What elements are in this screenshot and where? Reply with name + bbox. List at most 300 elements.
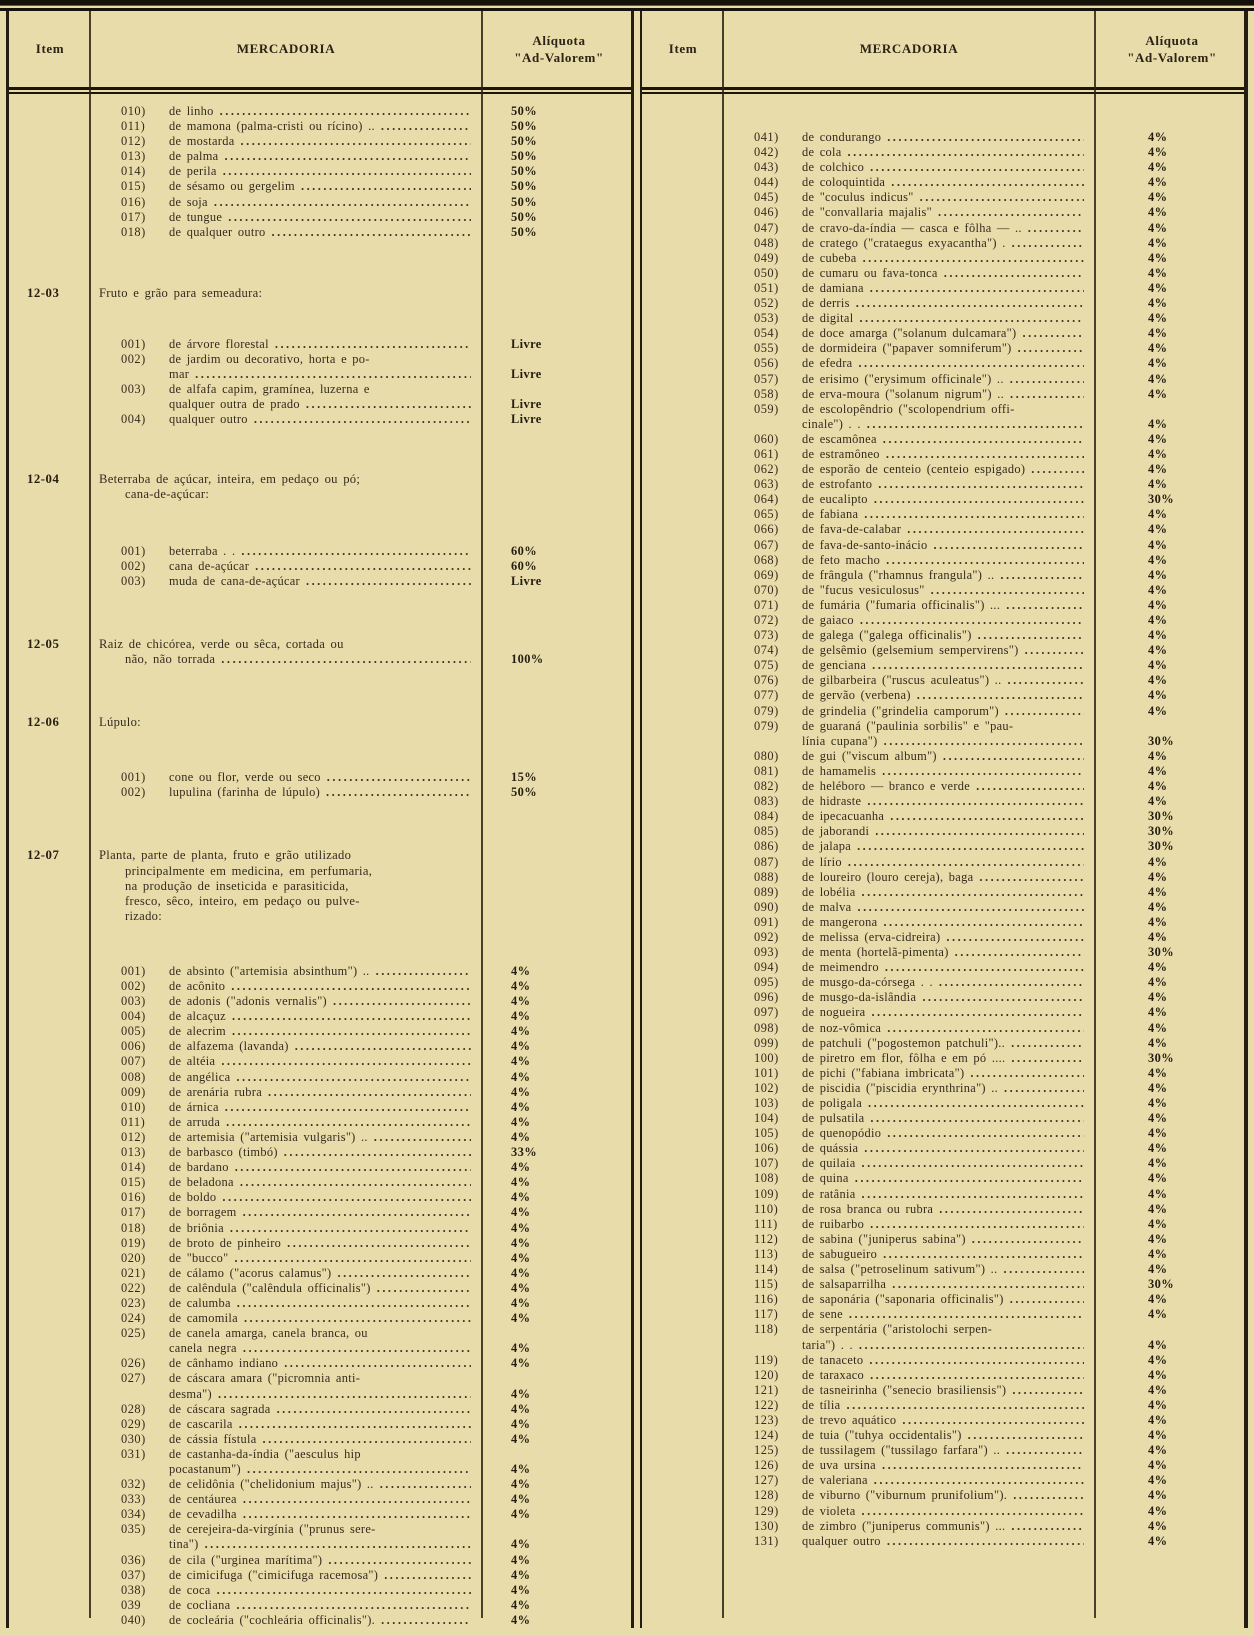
rate-value: 4% bbox=[1148, 190, 1168, 205]
merchandise-line bbox=[732, 341, 1086, 356]
merchandise-text: de jaborandi bbox=[802, 824, 870, 839]
dot-leader bbox=[970, 1066, 1084, 1081]
item-number-empty bbox=[9, 134, 91, 149]
merchandise-text: de gui ("viscum album") bbox=[802, 748, 937, 763]
merchandise-cell bbox=[724, 824, 1094, 839]
item-code: 003) bbox=[121, 573, 146, 588]
heading-text: Beterraba de açúcar, inteira, em pedaço ou pó; bbox=[99, 471, 361, 486]
item-code: 011) bbox=[121, 1114, 146, 1129]
table-row bbox=[642, 764, 1244, 779]
item-number-empty bbox=[642, 1292, 724, 1307]
merchandise-text: de serpentária ("aristolochi serpen- bbox=[802, 1322, 993, 1337]
dot-leader bbox=[862, 1187, 1085, 1202]
rate-value: 4% bbox=[1148, 1307, 1168, 1322]
item-number-empty bbox=[642, 779, 724, 794]
merchandise-text: beterraba . . bbox=[169, 543, 236, 558]
merchandise-cell bbox=[724, 432, 1094, 447]
item-number-empty bbox=[642, 930, 724, 945]
merchandise-cell bbox=[724, 779, 1094, 794]
rate-cell bbox=[1094, 1232, 1250, 1247]
rate-value: 4% bbox=[511, 1341, 531, 1356]
rate-value: 100% bbox=[511, 652, 544, 667]
item-number-empty bbox=[642, 990, 724, 1005]
rate-value: 4% bbox=[511, 1024, 531, 1039]
table-row bbox=[9, 210, 631, 225]
merchandise-cell bbox=[724, 1021, 1094, 1036]
item-number-empty bbox=[642, 538, 724, 553]
table-row bbox=[9, 770, 631, 785]
dot-leader bbox=[1018, 341, 1084, 356]
rate-value: 4% bbox=[511, 1129, 531, 1144]
item-number-empty bbox=[642, 1066, 724, 1081]
merchandise-line bbox=[732, 598, 1086, 613]
item-number-empty bbox=[642, 1322, 724, 1352]
merchandise-cell bbox=[724, 447, 1094, 462]
rate-value: 4% bbox=[1148, 899, 1168, 914]
item-code: 031) bbox=[121, 1446, 146, 1461]
table-row bbox=[642, 145, 1244, 160]
rate-value: 4% bbox=[1148, 1035, 1168, 1050]
merchandise-cell bbox=[91, 1115, 481, 1130]
item-number-empty bbox=[642, 1232, 724, 1247]
merchandise-text: de tuia ("tuhya occidentalis") bbox=[802, 1428, 962, 1443]
item-code: 117) bbox=[754, 1307, 779, 1322]
merchandise-line bbox=[732, 673, 1086, 688]
table-row bbox=[9, 1115, 631, 1130]
item-code: 096) bbox=[754, 990, 779, 1005]
merchandise-line bbox=[732, 855, 1086, 870]
rate-cell bbox=[1094, 598, 1250, 613]
dot-leader bbox=[939, 1202, 1084, 1217]
rate-cell bbox=[1094, 1126, 1250, 1141]
dot-leader bbox=[1013, 1488, 1084, 1503]
item-number-empty bbox=[9, 1221, 91, 1236]
merchandise-cell bbox=[91, 1583, 481, 1598]
merchandise-text: de cálamo ("acorus calamus") bbox=[169, 1265, 332, 1280]
rate-cell bbox=[1094, 855, 1250, 870]
dot-leader bbox=[846, 1398, 1084, 1413]
item-number-empty bbox=[642, 658, 724, 673]
merchandise-cell bbox=[724, 1141, 1094, 1156]
dot-leader bbox=[848, 855, 1084, 870]
table-row bbox=[9, 1402, 631, 1417]
merchandise-text: de estramôneo bbox=[802, 446, 880, 461]
merchandise-line bbox=[732, 1519, 1086, 1534]
item-code: 087) bbox=[754, 854, 779, 869]
item-number-empty bbox=[642, 251, 724, 266]
table-row bbox=[9, 1417, 631, 1432]
item-number-empty bbox=[642, 432, 724, 447]
merchandise-line bbox=[99, 1085, 473, 1100]
item-number-empty bbox=[642, 341, 724, 356]
rows-group bbox=[9, 104, 631, 240]
dot-leader bbox=[247, 1462, 471, 1477]
table-row bbox=[642, 945, 1244, 960]
merchandise-cell bbox=[724, 1458, 1094, 1473]
table-row bbox=[642, 975, 1244, 990]
table-row bbox=[642, 1292, 1244, 1307]
merchandise-line bbox=[732, 1458, 1086, 1473]
table-row bbox=[642, 356, 1244, 371]
table-row bbox=[642, 1066, 1244, 1081]
merchandise-line bbox=[732, 1096, 1086, 1111]
item-number-empty bbox=[9, 1024, 91, 1039]
merchandise-cell bbox=[724, 236, 1094, 251]
rate-cell bbox=[1094, 1413, 1250, 1428]
rate-cell bbox=[1094, 900, 1250, 915]
merchandise-cell bbox=[724, 1217, 1094, 1232]
merchandise-text: desma") bbox=[169, 1386, 212, 1401]
merchandise-line bbox=[99, 1296, 473, 1311]
merchandise-cell bbox=[91, 1251, 481, 1266]
rate-cell bbox=[1094, 221, 1250, 236]
merchandise-cell bbox=[91, 1054, 481, 1069]
rate-value: 4% bbox=[1148, 326, 1168, 341]
merchandise-text: de efedra bbox=[802, 356, 853, 371]
item-code: 010) bbox=[121, 1099, 146, 1114]
item-number-empty bbox=[9, 1371, 91, 1401]
table-row bbox=[9, 1160, 631, 1175]
rate-value: 4% bbox=[511, 1492, 531, 1507]
merchandise-text: de trevo aquático bbox=[802, 1412, 897, 1427]
merchandise-cell bbox=[91, 1266, 481, 1281]
table-row bbox=[642, 704, 1244, 719]
merchandise-cell bbox=[724, 1277, 1094, 1292]
table-row bbox=[9, 1175, 631, 1190]
rate-value: 4% bbox=[1148, 1292, 1168, 1307]
item-code: 079) bbox=[754, 718, 779, 733]
table-row bbox=[9, 164, 631, 179]
heading-line bbox=[99, 715, 473, 730]
rate-cell bbox=[481, 1356, 637, 1371]
rate-cell bbox=[481, 1583, 637, 1598]
merchandise-line bbox=[99, 1190, 473, 1205]
merchandise-text: de artemisia ("artemisia vulgaris") .. bbox=[169, 1129, 368, 1144]
rate-value: 4% bbox=[1148, 1156, 1168, 1171]
merchandise-cell bbox=[724, 885, 1094, 900]
dot-leader bbox=[882, 764, 1084, 779]
section-heading bbox=[91, 848, 481, 923]
merchandise-line bbox=[99, 1341, 473, 1356]
item-number-empty bbox=[642, 130, 724, 145]
merchandise-text: de centáurea bbox=[169, 1492, 237, 1507]
merchandise-text: de castanha-da-índia ("aesculus hip bbox=[169, 1446, 361, 1461]
merchandise-line bbox=[732, 1383, 1086, 1398]
dot-leader bbox=[222, 1190, 471, 1205]
rate-cell bbox=[1094, 341, 1250, 356]
rate-value: 50% bbox=[511, 149, 537, 164]
item-code: 058) bbox=[754, 386, 779, 401]
item-code: 042) bbox=[754, 145, 779, 160]
item-number-empty bbox=[642, 492, 724, 507]
table-row bbox=[9, 1311, 631, 1326]
merchandise-cell bbox=[724, 1504, 1094, 1519]
dot-leader bbox=[867, 794, 1084, 809]
merchandise-text: de coca bbox=[169, 1582, 211, 1597]
table-row bbox=[9, 1039, 631, 1054]
merchandise-cell bbox=[724, 296, 1094, 311]
table-row bbox=[9, 964, 631, 979]
dot-leader bbox=[263, 1432, 471, 1447]
merchandise-cell bbox=[91, 770, 481, 785]
item-code: 122) bbox=[754, 1397, 779, 1412]
rate-value: 30% bbox=[1148, 1277, 1174, 1292]
heading-line bbox=[99, 652, 473, 667]
dot-leader bbox=[874, 1473, 1084, 1488]
dot-leader bbox=[922, 990, 1084, 1005]
rate-value: 4% bbox=[511, 1265, 531, 1280]
item-number-empty bbox=[642, 885, 724, 900]
item-number-empty bbox=[9, 1613, 91, 1628]
rate-value: 4% bbox=[1148, 1518, 1168, 1533]
rate-value: 4% bbox=[1148, 1246, 1168, 1261]
item-code: 100) bbox=[754, 1050, 779, 1065]
table-row bbox=[642, 900, 1244, 915]
rate-value: 50% bbox=[511, 179, 537, 194]
item-code: 119) bbox=[754, 1352, 779, 1367]
table-row bbox=[9, 104, 631, 119]
item-code: 007) bbox=[121, 1054, 146, 1069]
merchandise-cell bbox=[724, 1473, 1094, 1488]
dot-leader bbox=[944, 266, 1084, 281]
item-number-empty bbox=[642, 1488, 724, 1503]
merchandise-line bbox=[732, 1171, 1086, 1186]
rate-value: 4% bbox=[1148, 1216, 1168, 1231]
merchandise-cell bbox=[724, 945, 1094, 960]
merchandise-cell bbox=[91, 1009, 481, 1024]
item-code: 009) bbox=[121, 1084, 146, 1099]
item-code: 124) bbox=[754, 1428, 779, 1443]
merchandise-text: de beladona bbox=[169, 1175, 234, 1190]
merchandise-line bbox=[99, 1507, 473, 1522]
item-code: 082) bbox=[754, 779, 779, 794]
table-row bbox=[642, 311, 1244, 326]
merchandise-cell bbox=[724, 1051, 1094, 1066]
item-number-empty bbox=[642, 553, 724, 568]
heading-text: Raiz de chicórea, verde ou sêca, cortada ou bbox=[99, 636, 344, 651]
merchandise-text: de cascarila bbox=[169, 1416, 233, 1431]
merchandise-text: de meimendro bbox=[802, 960, 879, 975]
dot-leader bbox=[195, 367, 471, 382]
item-code: 106) bbox=[754, 1141, 779, 1156]
table-row bbox=[642, 583, 1244, 598]
rate-cell bbox=[481, 1070, 637, 1085]
dot-leader bbox=[217, 1583, 471, 1598]
dot-leader bbox=[955, 945, 1084, 960]
rate-cell bbox=[481, 715, 637, 730]
rate-cell bbox=[1094, 507, 1250, 522]
table-row bbox=[9, 352, 631, 382]
rate-value: 4% bbox=[1148, 673, 1168, 688]
item-number-empty bbox=[9, 1598, 91, 1613]
item-number-empty bbox=[9, 1447, 91, 1477]
item-code: 001) bbox=[121, 963, 146, 978]
rate-cell bbox=[481, 1613, 637, 1628]
dot-leader bbox=[243, 1341, 471, 1356]
item-code: 035) bbox=[121, 1522, 146, 1537]
merchandise-text: de cola bbox=[802, 145, 842, 160]
merchandise-cell bbox=[724, 1187, 1094, 1202]
table-row bbox=[642, 960, 1244, 975]
merchandise-line bbox=[732, 507, 1086, 522]
item-code: 074) bbox=[754, 643, 779, 658]
merchandise-text: de tasneirinha ("senecio brasiliensis") bbox=[802, 1382, 1007, 1397]
table-row bbox=[642, 553, 1244, 568]
table-block bbox=[9, 848, 631, 1628]
item-code: 036) bbox=[121, 1552, 146, 1567]
table-row bbox=[642, 1096, 1244, 1111]
rate-cell bbox=[481, 848, 637, 923]
table-row bbox=[9, 225, 631, 240]
rows-group bbox=[9, 337, 631, 428]
item-number-empty bbox=[9, 1281, 91, 1296]
rate-value: 4% bbox=[1148, 1397, 1168, 1412]
dot-leader bbox=[848, 145, 1084, 160]
dot-leader bbox=[254, 412, 471, 427]
merchandise-cell bbox=[724, 462, 1094, 477]
rate-cell bbox=[1094, 1473, 1250, 1488]
dot-leader bbox=[886, 447, 1084, 462]
rate-value: 60% bbox=[511, 543, 537, 558]
rate-cell bbox=[1094, 236, 1250, 251]
merchandise-text: de loureiro (louro cereja), baga bbox=[802, 869, 974, 884]
rate-cell bbox=[1094, 1187, 1250, 1202]
dot-leader bbox=[939, 975, 1084, 990]
merchandise-cell bbox=[724, 1383, 1094, 1398]
table-row bbox=[642, 160, 1244, 175]
rate-value: 4% bbox=[1148, 567, 1168, 582]
merchandise-line bbox=[732, 538, 1086, 553]
merchandise-cell bbox=[91, 1326, 481, 1356]
item-code: 020) bbox=[121, 1250, 146, 1265]
item-code: 064) bbox=[754, 492, 779, 507]
item-code: 116) bbox=[754, 1292, 779, 1307]
dot-leader bbox=[268, 1085, 471, 1100]
rate-cell bbox=[1094, 160, 1250, 175]
rate-value: 33% bbox=[511, 1145, 537, 1160]
rate-value: 4% bbox=[1148, 477, 1168, 492]
table-row bbox=[642, 175, 1244, 190]
item-code: 017) bbox=[121, 209, 146, 224]
table-row bbox=[642, 522, 1244, 537]
item-number-empty bbox=[9, 179, 91, 194]
item-number-empty bbox=[9, 1492, 91, 1507]
table-row bbox=[9, 1281, 631, 1296]
table-row bbox=[9, 1522, 631, 1552]
item-code: 045) bbox=[754, 190, 779, 205]
dot-leader bbox=[870, 281, 1084, 296]
dot-leader bbox=[1011, 1519, 1084, 1534]
merchandise-line bbox=[732, 492, 1086, 507]
item-number-empty bbox=[642, 1126, 724, 1141]
merchandise-cell bbox=[724, 809, 1094, 824]
rate-value: 4% bbox=[1148, 386, 1168, 401]
item-code: 070) bbox=[754, 582, 779, 597]
rate-value: 4% bbox=[1148, 552, 1168, 567]
dot-leader bbox=[887, 130, 1084, 145]
merchandise-text: de sene bbox=[802, 1307, 843, 1322]
merchandise-text: de zimbro ("juniperus communis") ... bbox=[802, 1518, 1006, 1533]
merchandise-line bbox=[99, 1598, 473, 1613]
merchandise-text: de sésamo ou gergelim bbox=[169, 179, 295, 194]
rate-value: 4% bbox=[511, 1356, 531, 1371]
item-code: 050) bbox=[754, 265, 779, 280]
merchandise-line bbox=[99, 1522, 473, 1537]
merchandise-cell bbox=[724, 643, 1094, 658]
merchandise-cell bbox=[724, 356, 1094, 371]
item-number-empty bbox=[642, 1217, 724, 1232]
merchandise-cell bbox=[724, 598, 1094, 613]
rate-cell bbox=[481, 637, 637, 667]
item-code: 120) bbox=[754, 1367, 779, 1382]
merchandise-cell bbox=[724, 1428, 1094, 1443]
rate-value: 60% bbox=[511, 558, 537, 573]
merchandise-text: de alfafa capim, gramínea, luzerna e bbox=[169, 382, 370, 397]
rate-value: 4% bbox=[511, 1431, 531, 1446]
item-code: 048) bbox=[754, 235, 779, 250]
rate-cell bbox=[481, 1326, 637, 1356]
item-number-empty bbox=[642, 975, 724, 990]
dot-leader bbox=[221, 1054, 471, 1069]
rate-cell bbox=[481, 1432, 637, 1447]
item-code: 065) bbox=[754, 507, 779, 522]
merchandise-line bbox=[99, 1462, 473, 1477]
rate-cell bbox=[1094, 1368, 1250, 1383]
rate-cell bbox=[481, 210, 637, 225]
merchandise-cell bbox=[724, 764, 1094, 779]
table-row bbox=[9, 382, 631, 412]
table-row bbox=[9, 1447, 631, 1477]
dot-leader bbox=[240, 1175, 471, 1190]
item-number-empty bbox=[9, 1085, 91, 1100]
merchandise-text: de calumba bbox=[169, 1295, 231, 1310]
table-row bbox=[9, 179, 631, 194]
merchandise-cell bbox=[724, 930, 1094, 945]
rate-value: 4% bbox=[511, 1114, 531, 1129]
merchandise-line bbox=[99, 412, 473, 427]
item-code: 018) bbox=[121, 224, 146, 239]
rate-value: 4% bbox=[1148, 537, 1168, 552]
merchandise-line bbox=[732, 221, 1086, 236]
merchandise-line bbox=[99, 544, 473, 559]
rate-cell bbox=[1094, 1504, 1250, 1519]
merchandise-cell bbox=[724, 1534, 1094, 1549]
tariff-table-right bbox=[640, 11, 1248, 1628]
merchandise-text: canela negra bbox=[169, 1341, 237, 1356]
merchandise-text: de árnica bbox=[169, 1099, 219, 1114]
item-number-empty bbox=[9, 104, 91, 119]
dot-leader bbox=[883, 1247, 1084, 1262]
merchandise-text: de pulsatila bbox=[802, 1111, 865, 1126]
merchandise-text: de linho bbox=[169, 104, 214, 118]
rate-value: 4% bbox=[511, 1582, 531, 1597]
table-row bbox=[9, 1326, 631, 1356]
heading-line bbox=[99, 864, 473, 879]
merchandise-cell bbox=[91, 179, 481, 194]
merchandise-line bbox=[732, 900, 1086, 915]
rate-value: 4% bbox=[1148, 145, 1168, 160]
merchandise-line bbox=[99, 1477, 473, 1492]
table-row bbox=[9, 544, 631, 559]
item-number-empty bbox=[642, 583, 724, 598]
rate-value: 4% bbox=[1148, 371, 1168, 386]
merchandise-line bbox=[99, 1160, 473, 1175]
rate-value: 4% bbox=[1148, 296, 1168, 311]
merchandise-cell bbox=[91, 1356, 481, 1371]
merchandise-line bbox=[99, 149, 473, 164]
merchandise-text: de cocleária ("cochleária officinalis"). bbox=[169, 1612, 376, 1627]
merchandise-cell bbox=[91, 1296, 481, 1311]
